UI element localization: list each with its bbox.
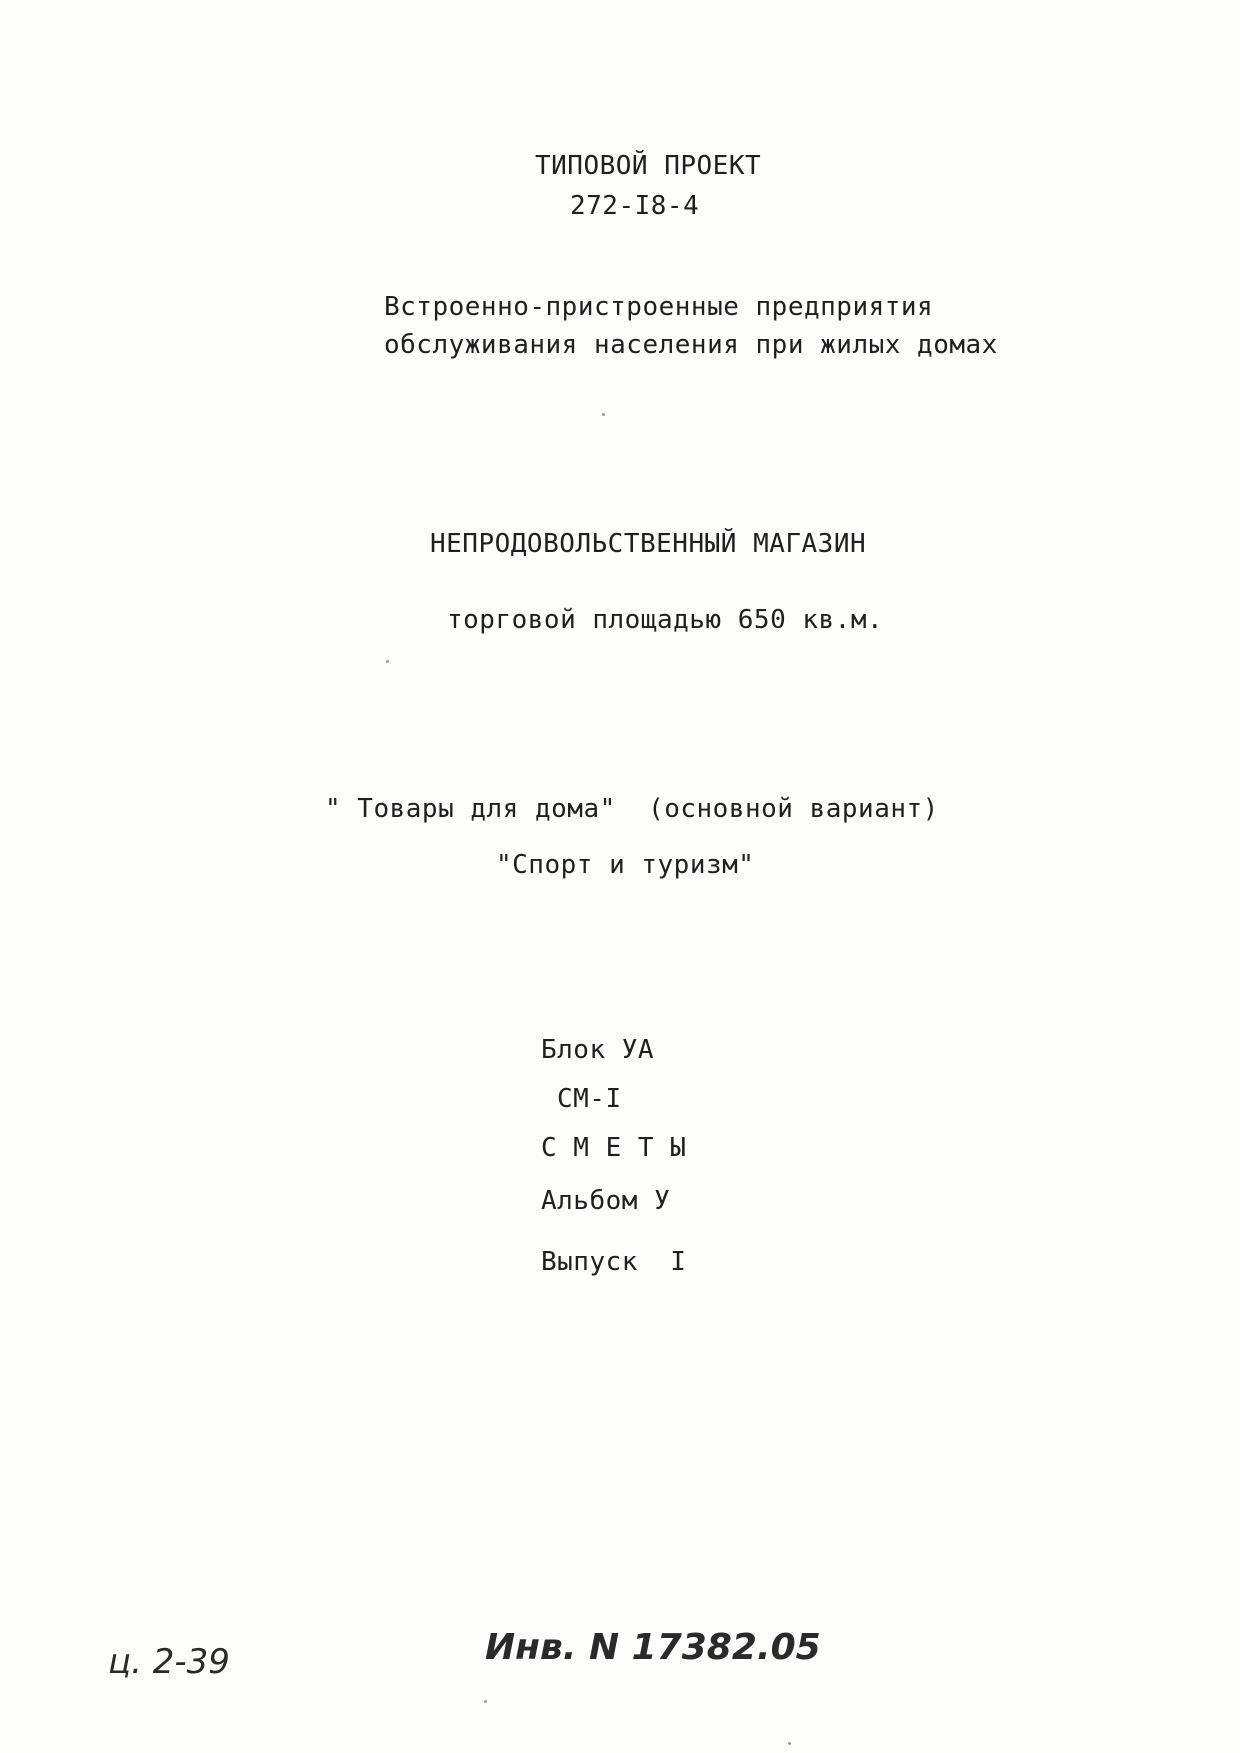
- variant-line-2: "Спорт и туризм": [496, 850, 755, 880]
- building-name: НЕПРОДОВОЛЬСТВЕННЫЙ МАГАЗИН: [430, 529, 867, 559]
- estimate-code: СМ-I: [557, 1084, 622, 1114]
- variant-line-1: " Товары для дома" (основной вариант): [325, 794, 939, 824]
- price-handwritten: ц. 2-39: [108, 1642, 230, 1682]
- subject-line-1: Встроенно-пристроенные предприятия: [384, 292, 934, 322]
- scan-speck: [386, 660, 389, 663]
- scan-speck: [602, 413, 605, 416]
- inventory-number-handwritten: Инв. N 17382.05: [485, 1627, 821, 1668]
- project-code: 272-I8-4: [570, 191, 700, 221]
- section-title: С М Е Т Ы: [541, 1133, 687, 1163]
- scan-speck: [484, 1700, 487, 1703]
- album-label: Альбом У: [541, 1186, 671, 1216]
- scan-speck: [788, 1742, 791, 1745]
- document-title: ТИПОВОЙ ПРОЕКТ: [535, 151, 762, 181]
- subject-line-2: обслуживания населения при жилых домах: [384, 330, 998, 360]
- block-label: Блок УА: [541, 1035, 655, 1065]
- building-area: торговой площадью 650 кв.м.: [447, 605, 884, 635]
- issue-label: Выпуск I: [541, 1247, 687, 1277]
